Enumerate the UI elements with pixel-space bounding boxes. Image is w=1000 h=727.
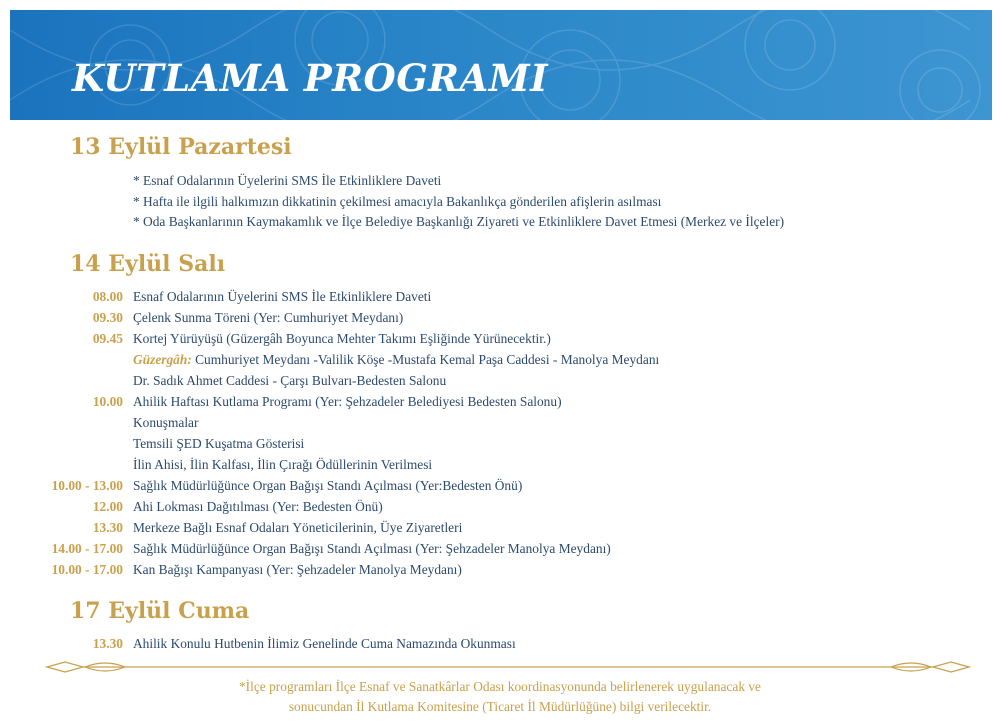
schedule-row [0, 310, 1000, 330]
day-heading-14-eylul: 14 Eylül Salı [70, 251, 226, 277]
schedule-row [0, 394, 1000, 414]
page-title: KUTLAMA PROGRAMI [72, 56, 549, 100]
schedule-text: Ahilik Haftası Kutlama Programı (Yer: Şehzadeler Belediyesi Bedesten Salonu) [133, 394, 562, 409]
header-banner [10, 10, 992, 120]
schedule-row [0, 541, 1000, 561]
schedule-time: 10.00 - 17.00 [51, 562, 123, 577]
schedule-time: 12.00 [92, 499, 123, 514]
schedule-row [0, 436, 1000, 456]
route-text: Cumhuriyet Meydanı -Valilik Köşe -Mustafa Kemal Paşa Caddesi - Manolya Meydanı [191, 352, 660, 367]
schedule-row [0, 415, 1000, 435]
day-heading-17-eylul: 17 Eylül Cuma [70, 598, 250, 624]
schedule-time: 10.00 - 13.00 [51, 478, 123, 493]
schedule-text: Ahi Lokması Dağıtılması (Yer: Bedesten Önü) [133, 499, 383, 514]
schedule-row [0, 478, 1000, 498]
footer-line: *İlçe programları İlçe Esnaf ve Sanatkârlar Odası koordinasyonunda belirlenerek uygulanacak ve [238, 679, 762, 694]
footer-line: sonucundan İl Kutlama Komitesine (Ticaret İl Müdürlüğüne) bilgi verilecektir. [288, 699, 712, 714]
schedule-row [0, 373, 1000, 393]
schedule-time: 09.45 [92, 331, 123, 346]
schedule-text: Merkeze Bağlı Esnaf Odaları Yöneticilerinin, Üye Ziyaretleri [133, 520, 463, 535]
route-label: Güzergâh: [133, 352, 192, 367]
schedule-row [0, 289, 1000, 309]
schedule-text: Sağlık Müdürlüğünce Organ Bağışı Standı Açılması (Yer:Bedesten Önü) [133, 478, 523, 493]
footer-note [0, 677, 1000, 717]
schedule-row [0, 636, 1000, 656]
schedule-text: Çelenk Sunma Töreni (Yer: Cumhuriyet Meydanı) [133, 310, 404, 325]
schedule-row [0, 331, 1000, 351]
schedule-row [0, 457, 1000, 477]
schedule-row [0, 499, 1000, 519]
schedule-row-route [0, 352, 1000, 372]
day-heading-13-eylul: 13 Eylül Pazartesi [70, 134, 292, 160]
schedule-text: Ahilik Konulu Hutbenin İlimiz Genelinde Cuma Namazında Okunması [133, 636, 516, 651]
route-line [133, 352, 659, 368]
schedule-text: Esnaf Odalarının Üyelerini SMS İle Etkinliklere Daveti [133, 289, 432, 304]
schedule-text: Sağlık Müdürlüğünce Organ Bağışı Standı Açılması (Yer: Şehzadeler Manolya Meydanı) [133, 541, 611, 556]
day1-bullet: * Oda Başkanlarının Kaymakamlık ve İlçe Belediye Başkanlığı Ziyareti ve Etkinliklere Davet Etmesi (Merkez ve İlçeler) [133, 214, 785, 229]
day1-bullet: * Hafta ile ilgili halkımızın dikkatinin çekilmesi amacıyla Bakanlıkça gönderilen afişlerin asılması [133, 194, 662, 209]
schedule-text: Kortej Yürüyüşü (Güzergâh Boyunca Mehter Takımı Eşliğinde Yürünecektir.) [133, 331, 551, 346]
schedule-text: Kan Bağışı Kampanyası (Yer: Şehzadeler Manolya Meydanı) [133, 562, 462, 577]
schedule-time: 08.00 [92, 289, 123, 304]
day1-bullet: * Esnaf Odalarının Üyelerini SMS İle Etkinliklere Daveti [133, 173, 442, 188]
schedule-row [0, 562, 1000, 582]
schedule-time: 14.00 - 17.00 [51, 541, 123, 556]
schedule-text: Temsili ŞED Kuşatma Gösterisi [133, 436, 305, 451]
schedule-time: 13.30 [92, 636, 123, 651]
schedule-row [0, 520, 1000, 540]
schedule-text: Konuşmalar [133, 415, 199, 430]
schedule-time: 09.30 [92, 310, 123, 325]
schedule-time: 10.00 [92, 394, 123, 409]
schedule-text: İlin Ahisi, İlin Kalfası, İlin Çırağı Ödüllerinin Verilmesi [133, 457, 433, 472]
schedule-time: 13.30 [92, 520, 123, 535]
ornamental-divider [45, 657, 971, 677]
schedule-text: Dr. Sadık Ahmet Caddesi - Çarşı Bulvarı-Bedesten Salonu [133, 373, 447, 388]
